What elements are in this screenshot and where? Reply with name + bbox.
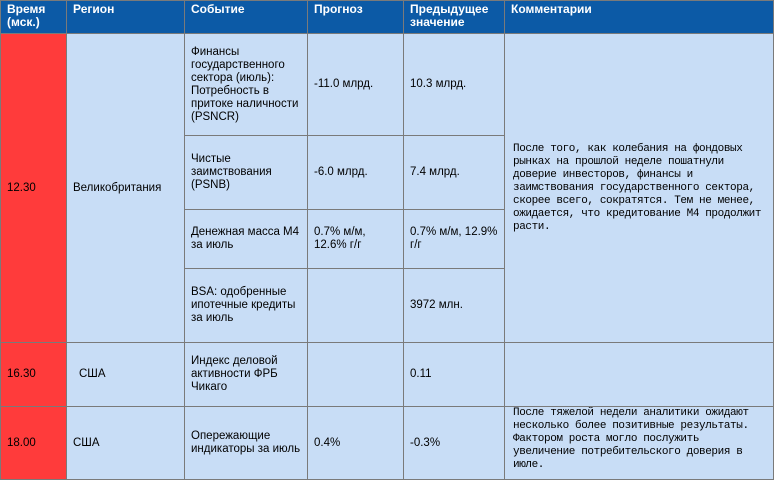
table-row — [1, 407, 774, 480]
header-comments: Комментарии — [505, 1, 774, 34]
forecast-cell: 0.4% — [308, 407, 404, 480]
header-region: Регион — [67, 1, 185, 34]
comment-cell: После того, как колебания на фондовых рынках на прошлой неделе пошатнули доверие инвесторов, финансы и заимствования государственного сектора, скорее всего, сократятся. Тем не менее, ожидается, что кредитование М4 продолжит расти. — [505, 34, 774, 343]
table-row — [1, 34, 774, 136]
header-event: Событие — [185, 1, 308, 34]
previous-cell: 0.11 — [404, 343, 505, 407]
event-cell: BSA: одобренные ипотечные кредиты за июль — [185, 269, 308, 343]
region-cell: Великобритания — [67, 34, 185, 343]
event-cell: Опережающие индикаторы за июль — [185, 407, 308, 480]
previous-cell: 0.7% м/м, 12.9% г/г — [404, 210, 505, 269]
event-cell: Индекс деловой активности ФРБ Чикаго — [185, 343, 308, 407]
previous-cell: 7.4 млрд. — [404, 136, 505, 210]
time-cell: 18.00 — [1, 407, 67, 480]
forecast-cell — [308, 343, 404, 407]
event-cell: Финансы государственного сектора (июль): Потребность в притоке наличности (PSNCR) — [185, 34, 308, 136]
comment-cell — [505, 343, 774, 407]
header-time: Время (мск.) — [1, 1, 67, 34]
header-forecast: Прогноз — [308, 1, 404, 34]
previous-cell: 3972 млн. — [404, 269, 505, 343]
time-cell: 16.30 — [1, 343, 67, 407]
event-cell: Денежная масса M4 за июль — [185, 210, 308, 269]
region-cell: США — [67, 407, 185, 480]
header-previous: Предыдущее значение — [404, 1, 505, 34]
table-row — [1, 343, 774, 407]
forecast-cell: -11.0 млрд. — [308, 34, 404, 136]
region-cell: США — [67, 343, 185, 407]
previous-cell: 10.3 млрд. — [404, 34, 505, 136]
comment-cell: После тяжелой недели аналитики ожидают несколько более позитивные результаты. Фактором роста могло послужить увеличение потребительского доверия в июле. — [505, 407, 774, 480]
forecast-cell — [308, 269, 404, 343]
header-row — [1, 1, 774, 34]
event-cell: Чистые заимствования (PSNB) — [185, 136, 308, 210]
forecast-cell: -6.0 млрд. — [308, 136, 404, 210]
time-cell: 12.30 — [1, 34, 67, 343]
previous-cell: -0.3% — [404, 407, 505, 480]
forecast-cell: 0.7% м/м, 12.6% г/г — [308, 210, 404, 269]
